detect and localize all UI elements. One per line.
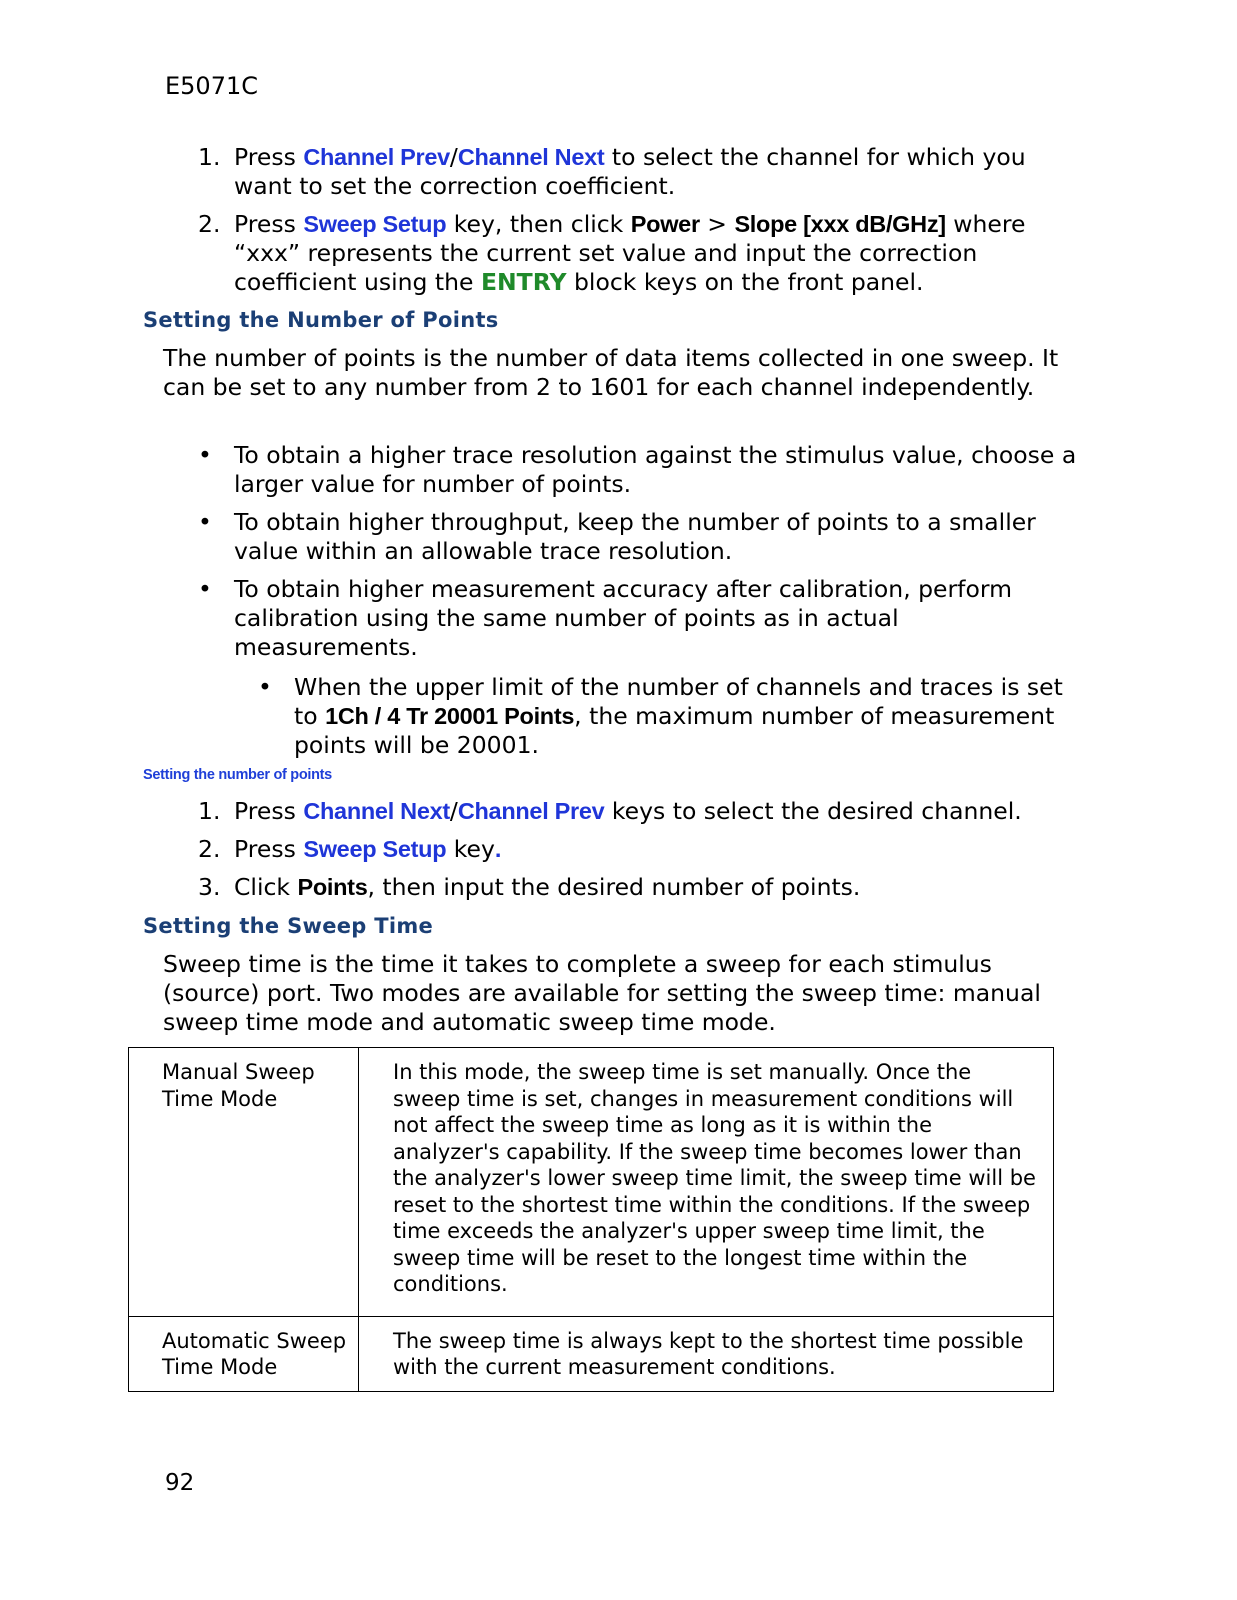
sweep-time-modes-table — [128, 1047, 1054, 1392]
bullet-icon: • — [258, 673, 272, 701]
bullet-icon: • — [198, 441, 212, 469]
channel-prev-key: Channel Prev — [303, 144, 450, 170]
list-item: 2. Press Sweep Setup key. — [198, 835, 502, 863]
correction-steps-list — [198, 143, 1078, 306]
procedure-heading: Setting the number of points — [143, 767, 332, 783]
bullet-icon: • — [198, 508, 212, 536]
points-intro-paragraph: The number of points is the number of data items collected in one sweep. It can be set to any number from 2 to 1601 for each channel independently. — [163, 344, 1059, 401]
bullet-icon: • — [198, 575, 212, 603]
sweep-time-intro-paragraph: Sweep time is the time it takes to complete a sweep for each stimulus (source) port. Two modes are available for setting the sweep time: manual sweep time mode and automatic sweep time mode. — [163, 950, 1041, 1036]
list-item: • To obtain higher measurement accuracy after calibration, perform calibration using the same number of points as in actual measurements. — [198, 575, 1012, 661]
channel-prev-key: Channel Prev — [457, 798, 605, 824]
page-header: E5071C — [165, 72, 258, 100]
list-item: • When the upper limit of the number of channels and traces is set to 1Ch / 4 Tr 20001 Points, the maximum number of measurement points will be 20001. — [258, 673, 1063, 759]
list-item: • To obtain a higher trace resolution against the stimulus value, choose a larger value for number of points. — [198, 441, 1077, 498]
channel-next-key: Channel Next — [457, 144, 605, 170]
max-points-softkey: 1Ch / 4 Tr 20001 Points — [325, 703, 575, 729]
sweep-setup-key: Sweep Setup — [303, 211, 447, 237]
section-heading-points: Setting the Number of Points — [143, 308, 499, 332]
power-softkey: Power — [630, 211, 700, 237]
table-row — [129, 1048, 1054, 1317]
procedure-steps-list — [198, 797, 1078, 911]
list-item: 2. Press Sweep Setup key, then click Power > Slope [xxx dB/GHz] where “xxx” represents the current set value and input the correction coefficient using the ENTRY block keys on the front panel. — [198, 210, 1026, 296]
points-bullet-list — [198, 441, 1078, 671]
slope-softkey: Slope [xxx dB/GHz] — [734, 211, 946, 237]
points-sub-bullet-list — [258, 673, 1078, 769]
list-item: 3. Click Points, then input the desired number of points. — [198, 873, 861, 901]
table-row — [129, 1316, 1054, 1391]
points-softkey: Points — [297, 874, 368, 900]
list-item: 1. Press Channel Next/Channel Prev keys to select the desired channel. — [198, 797, 1022, 825]
mode-name-cell: Manual Sweep Time Mode — [129, 1048, 359, 1317]
list-item: 1. Press Channel Prev/Channel Next to select the channel for which you want to set the correction coefficient. — [198, 143, 1026, 200]
mode-description-cell: In this mode, the sweep time is set manually. Once the sweep time is set, changes in measurement conditions will not affect the sweep time as long as it is within the analyzer's capability. If the sweep time becomes lower than the analyzer's lower sweep time limit, the sweep time will be reset to the shortest time within the conditions. If the sweep time exceeds the analyzer's upper sweep time limit, the sweep time will be reset to the longest time within the conditions. — [359, 1048, 1054, 1317]
section-heading-sweep-time: Setting the Sweep Time — [143, 914, 434, 938]
channel-next-key: Channel Next — [303, 798, 450, 824]
mode-description-cell: The sweep time is always kept to the shortest time possible with the current measurement conditions. — [359, 1316, 1054, 1391]
sweep-setup-key: Sweep Setup — [303, 836, 447, 862]
entry-block-label: ENTRY — [480, 268, 567, 296]
page-number: 92 — [165, 1470, 195, 1496]
list-item: • To obtain higher throughput, keep the number of points to a smaller value within an allowable trace resolution. — [198, 508, 1036, 565]
mode-name-cell: Automatic Sweep Time Mode — [129, 1316, 359, 1391]
